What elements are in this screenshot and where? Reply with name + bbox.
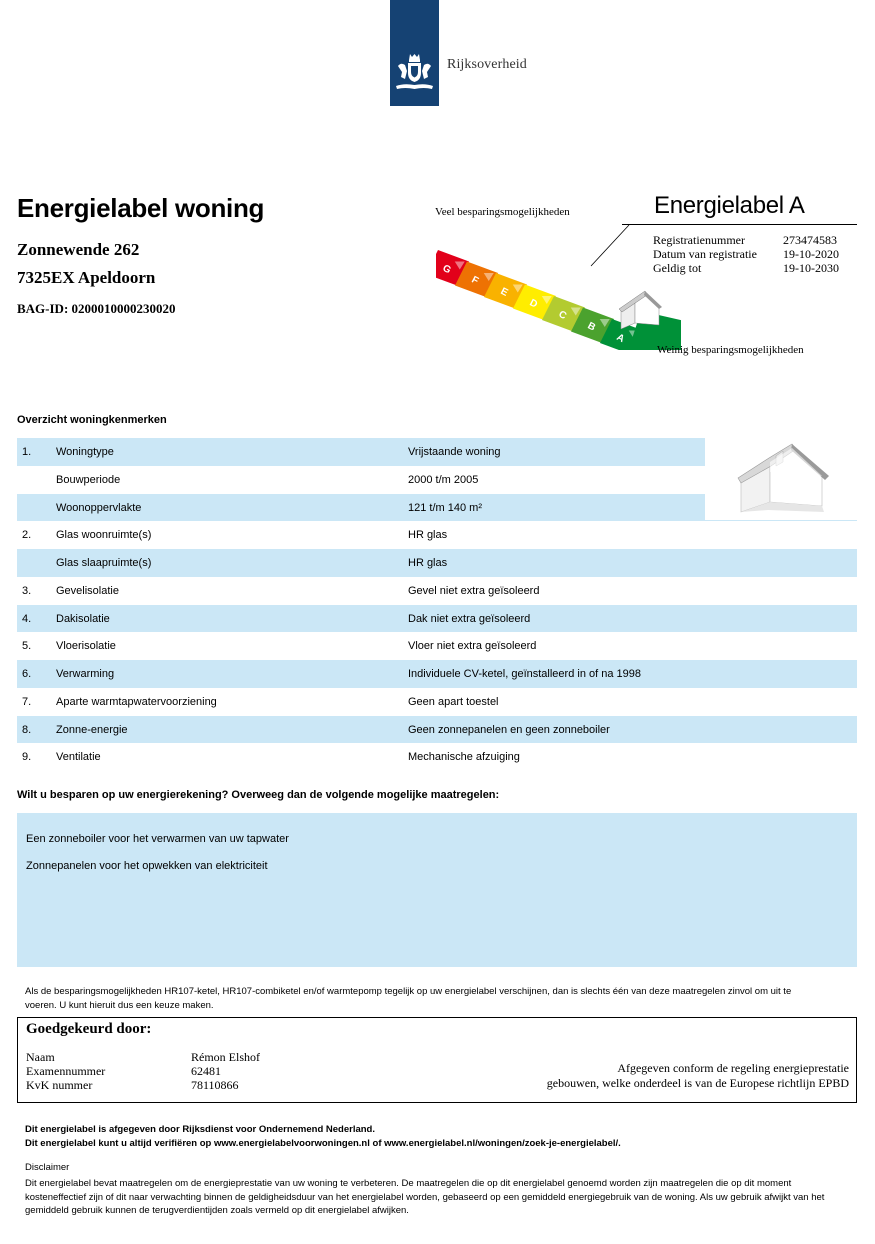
- valid-until-value: 19-10-2030: [783, 261, 839, 275]
- feature-value: Geen zonnepanelen en geen zonneboiler: [408, 723, 610, 736]
- registration-number-value: 273474583: [783, 233, 837, 247]
- feature-value: Gevel niet extra geïsoleerd: [408, 584, 540, 597]
- feature-name: Glas woonruimte(s): [56, 529, 152, 542]
- measure-item: Zonnepanelen voor het opwekken van elektriciteit: [26, 860, 268, 872]
- row-number: 1.: [22, 446, 32, 458]
- measure-item: Een zonneboiler voor het verwarmen van uw tapwater: [26, 833, 289, 845]
- disclaimer-text: Dit energielabel bevat maatregelen om de energieprestatie van uw woning te verbeteren. De maatregelen die op dit energielabel genoemd worden zijn maatregelen die op dit moment kosteneffectief zijn of dit naar verwachting binnen de geldigheidsduur van het energielabel worden, gebaseerd op een gemiddeld energiegebruik van de woning. Als uw gebruik afwijkt van het gemiddeld gebruik kunnen de terugverdientijden zoals vermeld op dit energielabel afwijken.: [25, 1178, 825, 1216]
- table-row: [17, 521, 857, 549]
- row-number: 4.: [22, 612, 32, 625]
- table-row: [17, 549, 857, 577]
- feature-value: HR glas: [408, 529, 448, 542]
- label-pointer-line: [590, 224, 630, 268]
- feature-value: Individuele CV-ketel, geïnstalleerd in of na 1998: [408, 668, 641, 680]
- page-title: Energielabel woning: [17, 193, 265, 223]
- valid-until-label: Geldig tot: [653, 261, 702, 275]
- issued-statement-line2: gebouwen, welke onderdeel is van de Europese richtlijn EPBD: [546, 1076, 849, 1090]
- divider: [622, 224, 857, 225]
- feature-name: Ventilatie: [56, 751, 101, 764]
- approval-title: Goedgekeurd door:: [26, 1021, 152, 1037]
- registration-date-value: 19-10-2020: [783, 247, 839, 261]
- bag-id: BAG-ID: 0200010000230020: [17, 301, 176, 316]
- feature-value: 121 t/m 140 m²: [408, 501, 482, 514]
- row-number: 3.: [22, 584, 32, 597]
- energy-scale-graphic: [436, 235, 681, 350]
- measures-question: Wilt u besparen op uw energierekening? Overweeg dan de volgende mogelijke maatregelen:: [17, 789, 500, 801]
- row-number: 5.: [22, 640, 32, 653]
- registration-number-label: Registratienummer: [653, 233, 745, 247]
- row-number: 2.: [22, 529, 32, 542]
- table-row: [17, 660, 857, 688]
- exam-number-label: Examennummer: [26, 1064, 106, 1078]
- exam-number-value: 62481: [191, 1064, 221, 1078]
- scale-letter-e: E: [498, 285, 510, 299]
- house-icon: [736, 440, 831, 516]
- table-row: [17, 743, 857, 771]
- scale-letter-c: C: [556, 308, 569, 323]
- assessor-name-label: Naam: [26, 1050, 55, 1064]
- verify-text: Dit energielabel kunt u altijd verifiëren op www.energielabelvoorwoningen.nl of www.energielabel.nl/woningen/zoek-je-energielabel/.: [25, 1138, 621, 1149]
- energy-label-title: Energielabel A: [654, 192, 805, 219]
- coat-of-arms-icon: [394, 52, 435, 92]
- feature-value: Vloer niet extra geïsoleerd: [408, 640, 537, 653]
- feature-name: Woningtype: [56, 446, 114, 458]
- scale-letter-d: D: [527, 297, 540, 311]
- feature-value: Geen apart toestel: [408, 695, 499, 708]
- scale-letter-a: A: [614, 331, 627, 346]
- feature-value: HR glas: [408, 557, 448, 569]
- measures-box: [17, 813, 857, 967]
- issued-statement-line1: Afgegeven conform de regeling energieprestatie: [617, 1061, 849, 1075]
- issued-by-text: Dit energielabel is afgegeven door Rijksdienst voor Ondernemend Nederland.: [25, 1124, 376, 1135]
- disclaimer-title: Disclaimer: [25, 1162, 70, 1173]
- feature-value: Vrijstaande woning: [408, 446, 501, 458]
- feature-name: Glas slaapruimte(s): [56, 557, 152, 569]
- table-row: [17, 605, 857, 633]
- approval-box: [17, 1017, 857, 1103]
- kvk-number-value: 78110866: [191, 1078, 239, 1092]
- small-house-icon: [619, 291, 662, 329]
- few-savings-label: Weinig besparingsmogelijkheden: [657, 344, 804, 356]
- table-row: [17, 632, 857, 660]
- feature-name: Bouwperiode: [56, 473, 121, 486]
- feature-name: Zonne-energie: [56, 723, 128, 736]
- address-street: Zonnewende 262: [17, 240, 140, 259]
- feature-name: Vloerisolatie: [56, 640, 116, 653]
- overview-heading: Overzicht woningkenmerken: [17, 414, 167, 426]
- feature-name: Woonoppervlakte: [56, 501, 142, 514]
- scale-letter-g: G: [440, 262, 453, 277]
- rijksoverheid-logo-block: [390, 0, 439, 106]
- address-city: 7325EX Apeldoorn: [17, 268, 156, 287]
- many-savings-label: Veel besparingsmogelijkheden: [435, 206, 570, 218]
- table-row: [17, 688, 857, 716]
- feature-name: Dakisolatie: [56, 612, 110, 625]
- feature-name: Verwarming: [56, 668, 115, 680]
- feature-value: Mechanische afzuiging: [408, 751, 520, 764]
- row-number: 6.: [22, 668, 32, 680]
- assessor-name-value: Rémon Elshof: [191, 1050, 260, 1064]
- row-number: 7.: [22, 695, 32, 708]
- scale-letter-b: B: [585, 320, 598, 334]
- feature-value: Dak niet extra geïsoleerd: [408, 612, 531, 625]
- feature-name: Gevelisolatie: [56, 584, 119, 597]
- row-number: 8.: [22, 723, 32, 736]
- registration-date-label: Datum van registratie: [653, 247, 757, 261]
- kvk-number-label: KvK nummer: [26, 1078, 93, 1092]
- measures-note: Als de besparingsmogelijkheden HR107-ketel, HR107-combiketel en/of warmtepomp tegelijk op uw energielabel verschijnen, dan is slechts één van deze maatregelen zinvol om uit te voeren. U kunt hieruit dus een keuze maken.: [25, 986, 792, 1011]
- feature-name: Aparte warmtapwatervoorziening: [56, 695, 217, 708]
- feature-value: 2000 t/m 2005: [408, 473, 479, 486]
- table-row: [17, 716, 857, 744]
- org-name: Rijksoverheid: [447, 57, 527, 72]
- row-number: 9.: [22, 751, 32, 764]
- scale-letter-f: F: [469, 274, 481, 288]
- table-row: [17, 577, 857, 605]
